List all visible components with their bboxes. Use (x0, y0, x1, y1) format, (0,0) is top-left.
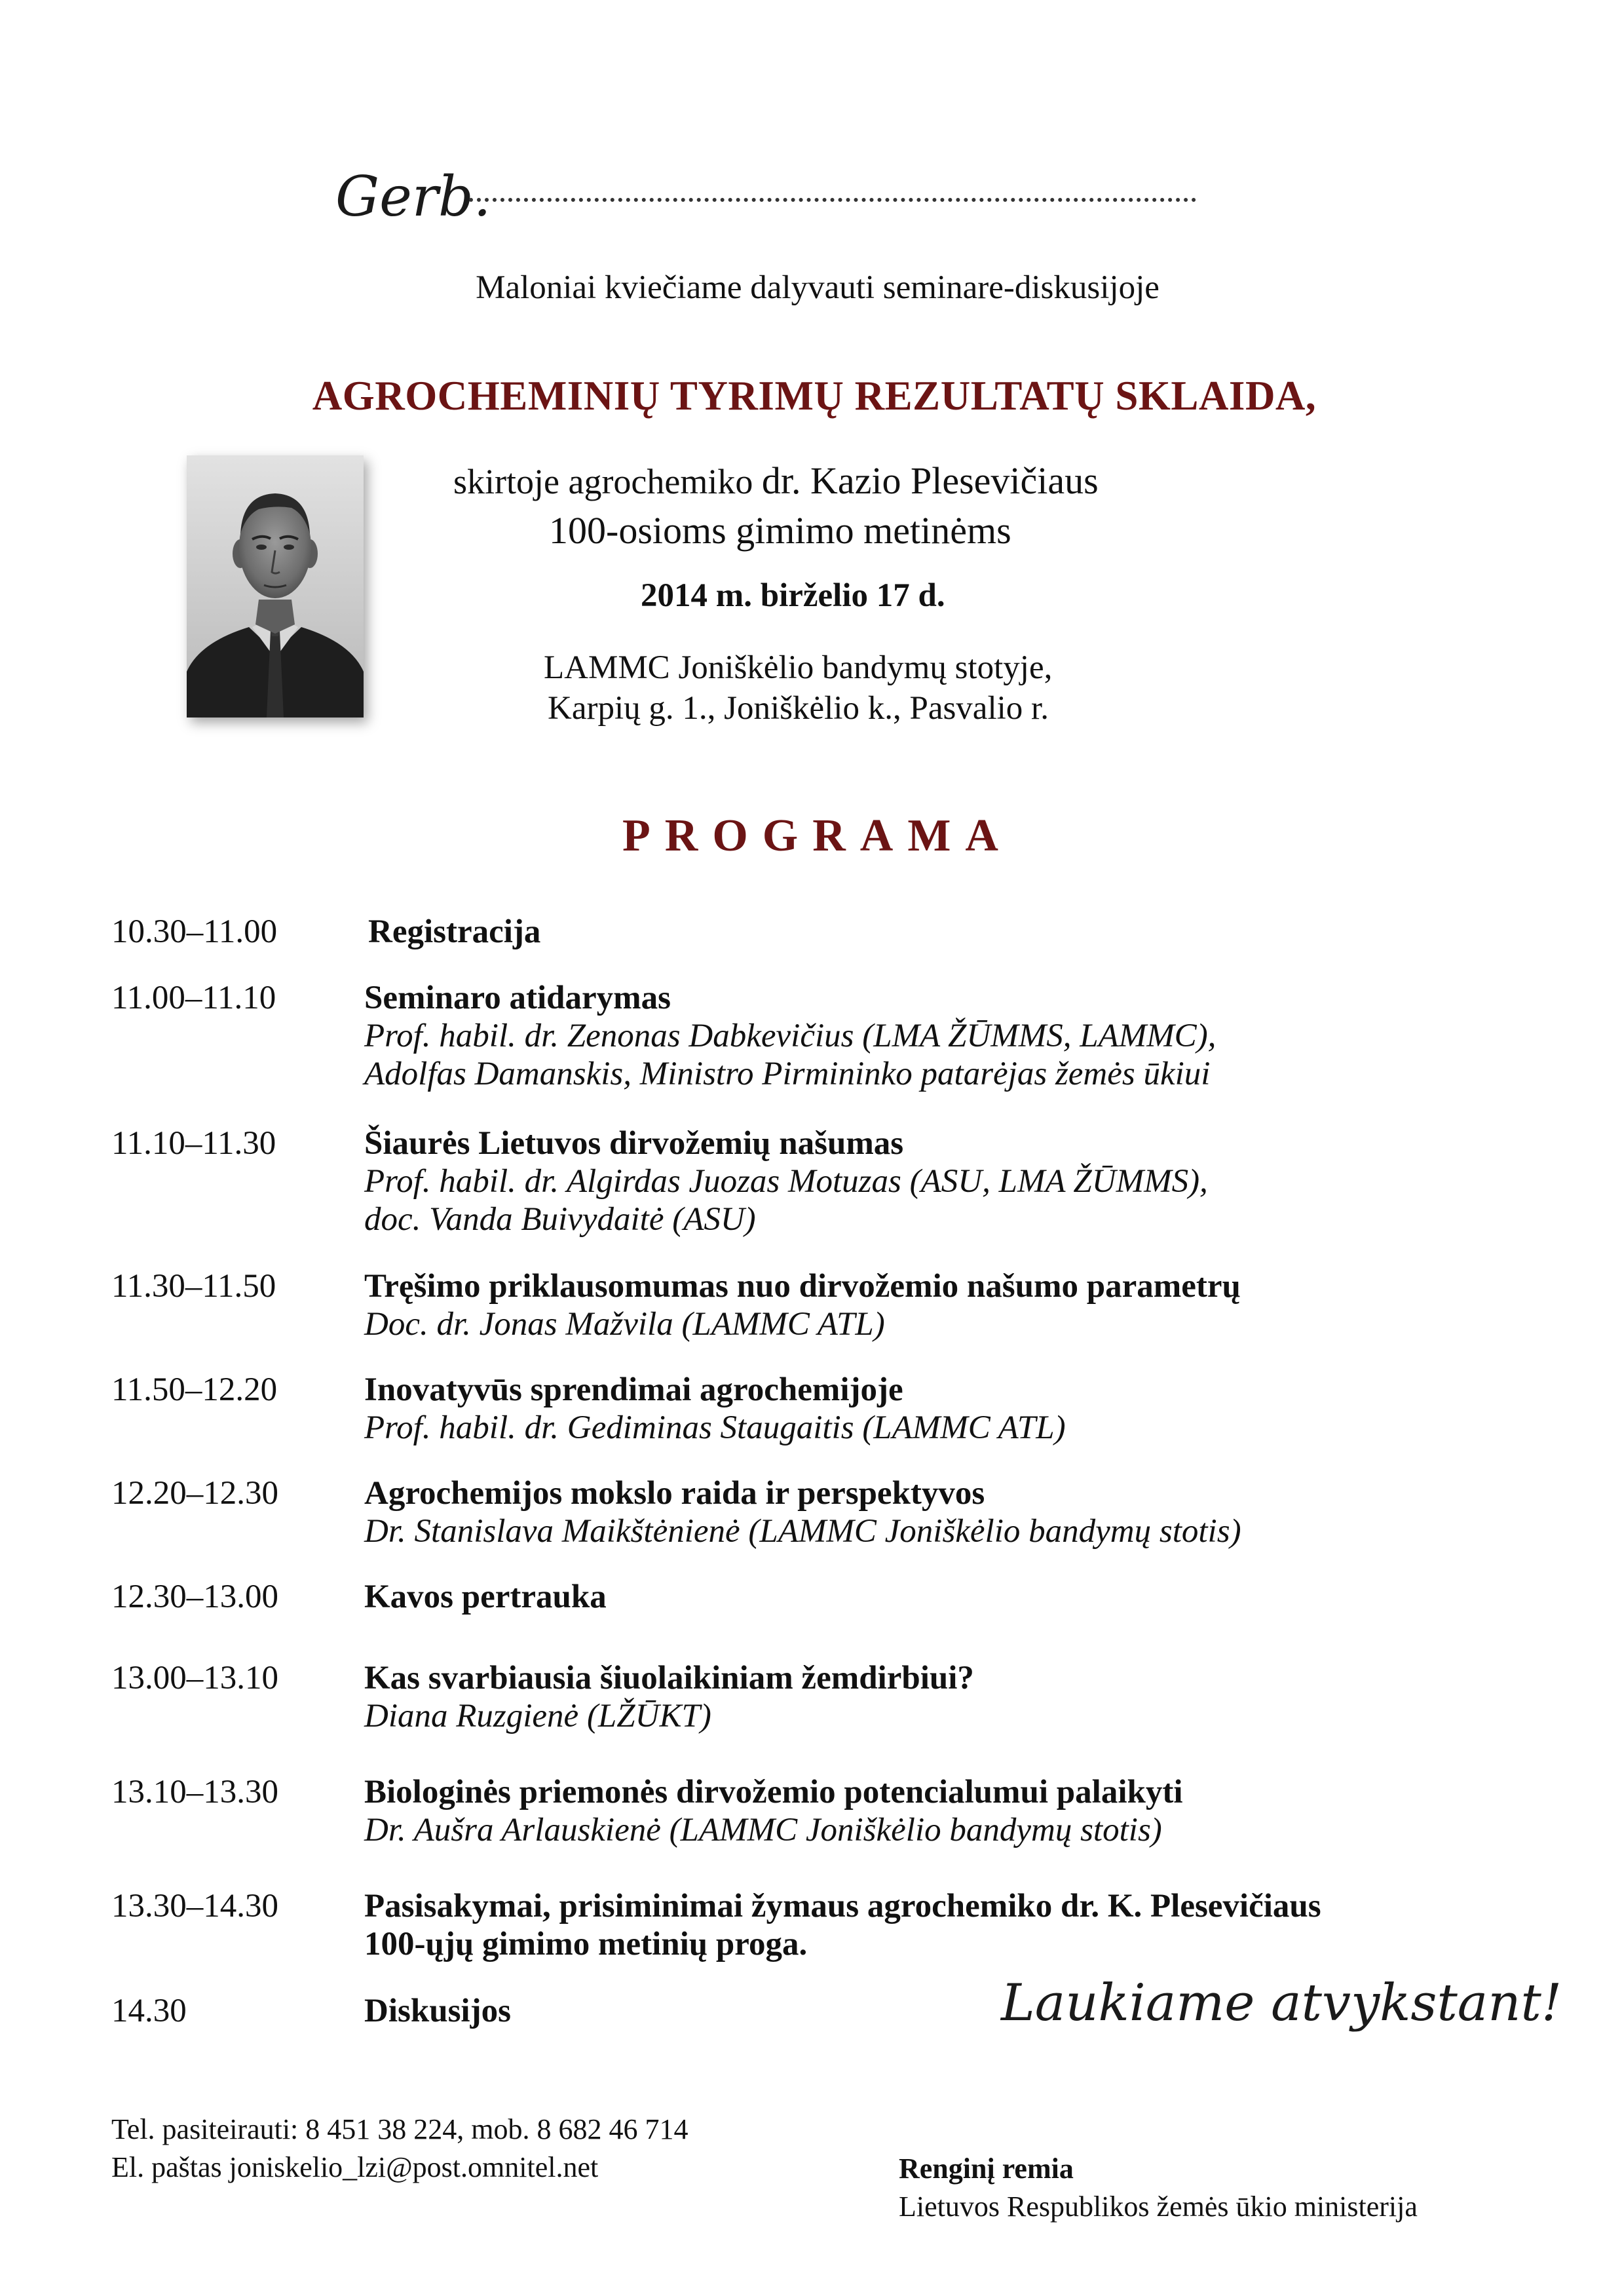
schedule-time: 11.00–11.10 (111, 980, 276, 1016)
portrait-photo (187, 455, 364, 718)
program-heading: PROGRAMA (622, 811, 1013, 861)
schedule-time: 12.20–12.30 (111, 1475, 278, 1512)
schedule-title: Pasisakymai, prisiminimai žymaus agrochemiko dr. K. Plesevičiaus (364, 1888, 1321, 1924)
schedule-time: 11.30–11.50 (111, 1268, 276, 1305)
schedule-time: 12.30–13.00 (111, 1578, 278, 1615)
schedule-title: Tręšimo priklausomumas nuo dirvožemio našumo parametrų (364, 1268, 1241, 1305)
address-line-1: LAMMC Joniškėlio bandymų stotyje, (544, 649, 1053, 686)
schedule-speaker: Prof. habil. dr. Algirdas Juozas Motuzas (ASU, LMA ŽŪMMS), (364, 1163, 1208, 1200)
portrait-illustration (187, 455, 364, 718)
schedule-speaker: Prof. habil. dr. Zenonas Dabkevičius (LMA ŽŪMMS, LAMMC), (364, 1018, 1216, 1054)
schedule-speaker: Adolfas Damanskis, Ministro Pirmininko patarėjas žemės ūkiui (364, 1056, 1211, 1092)
schedule-title: Inovatyvūs sprendimai agrochemijoje (364, 1371, 903, 1408)
schedule-title: Biologinės priemonės dirvožemio potencialumui palaikyti (364, 1774, 1183, 1810)
dedication-prefix: skirtoje agrochemiko (453, 462, 753, 501)
schedule-title: Agrochemijos mokslo raida ir perspektyvos (364, 1475, 985, 1512)
schedule-speaker: Doc. dr. Jonas Mažvila (LAMMC ATL) (364, 1306, 885, 1343)
schedule-time: 10.30–11.00 (111, 913, 278, 950)
schedule-title: Seminaro atidarymas (364, 980, 671, 1016)
schedule-time: 11.50–12.20 (111, 1371, 278, 1408)
schedule-title: Registracija (368, 913, 541, 950)
schedule-time: 11.10–11.30 (111, 1125, 276, 1162)
schedule-time: 14.30 (111, 1993, 187, 2029)
contact-phone: Tel. pasiteirauti: 8 451 38 224, mob. 8 682 46 714 (111, 2113, 688, 2145)
schedule-title: Kas svarbiausia šiuolaikiniam žemdirbiui? (364, 1660, 974, 1696)
schedule-speaker: Prof. habil. dr. Gediminas Staugaitis (LAMMC ATL) (364, 1409, 1066, 1446)
schedule-title: Kavos pertrauka (364, 1578, 607, 1615)
salutation: Gerb. (335, 164, 491, 229)
schedule-time: 13.30–14.30 (111, 1888, 278, 1924)
schedule-title-line-2: 100-ųjų gimimo metinių proga. (364, 1926, 808, 1962)
schedule-time: 13.10–13.30 (111, 1774, 278, 1810)
schedule-speaker: Dr. Stanislava Maikštėnienė (LAMMC Joniškėlio bandymų stotis) (364, 1513, 1241, 1550)
event-date: 2014 m. birželio 17 d. (641, 577, 945, 614)
closing-greeting: Laukiame atvykstant! (1001, 1974, 1562, 2033)
contact-email: El. paštas joniskelio_lzi@post.omnitel.net (111, 2151, 599, 2183)
dedication-line-2: 100-osioms gimimo metinėms (549, 509, 1011, 552)
invitation-text: Maloniai kviečiame dalyvauti seminare-diskusijoje (476, 269, 1160, 306)
schedule-title: Diskusijos (364, 1993, 511, 2029)
sponsor-name: Lietuvos Respublikos žemės ūkio ministerija (899, 2191, 1418, 2223)
dedication-line-1 (453, 459, 1099, 503)
schedule-time: 13.00–13.10 (111, 1660, 278, 1696)
schedule-title: Šiaurės Lietuvos dirvožemių našumas (364, 1125, 904, 1162)
dedication-person: dr. Kazio Plesevičiaus (761, 459, 1099, 502)
schedule-speaker: Diana Ruzgienė (LŽŪKT) (364, 1698, 711, 1734)
schedule-speaker: Dr. Aušra Arlauskienė (LAMMC Joniškėlio bandymų stotis) (364, 1812, 1162, 1848)
name-fill-line (469, 198, 1196, 202)
sponsor-label: Renginį remia (899, 2152, 1074, 2185)
schedule-speaker: doc. Vanda Buivydaitė (ASU) (364, 1201, 756, 1238)
address-line-2: Karpių g. 1., Joniškėlio k., Pasvalio r. (548, 690, 1049, 727)
event-title: AGROCHEMINIŲ TYRIMŲ REZULTATŲ SKLAIDA, (312, 373, 1317, 419)
